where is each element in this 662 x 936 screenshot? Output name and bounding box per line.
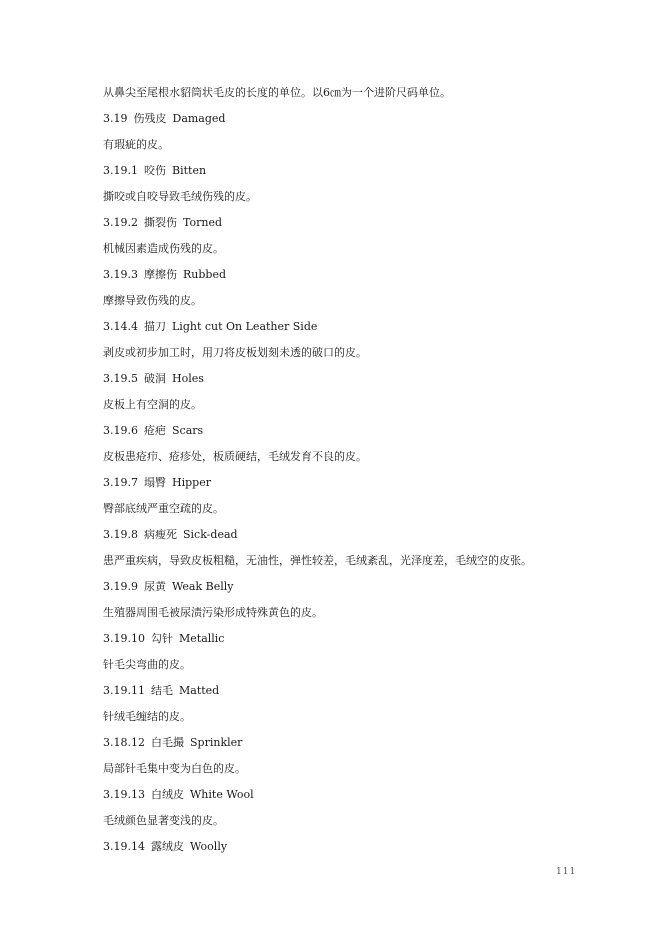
entry-term-chinese: 病瘦死 (144, 528, 177, 541)
entry-term-english: White Wool (190, 788, 254, 801)
entry-term-chinese: 疮疤 (144, 424, 166, 437)
entry-definition: 针毛尖弯曲的皮。 (103, 658, 191, 671)
entry-heading (103, 474, 603, 500)
entry-term-english: Weak Belly (172, 580, 234, 593)
entry-definition: 机械因素造成伤残的皮。 (103, 242, 224, 255)
entry-term-english: Rubbed (183, 268, 227, 281)
entry-definition: 皮板上有空洞的皮。 (103, 398, 202, 411)
entry-term-chinese: 破洞 (144, 372, 166, 385)
entry-number: 3.19.10 (103, 632, 145, 645)
entry-term-chinese: 撕裂伤 (144, 216, 177, 229)
entry-number: 3.19.6 (103, 424, 138, 437)
entry-term-english: Damaged (172, 112, 226, 125)
entry-heading (103, 786, 603, 812)
entry-heading (103, 214, 603, 240)
entry-term-english: Bitten (172, 164, 207, 177)
entry-number: 3.19 (103, 112, 128, 125)
entry-number: 3.19.5 (103, 372, 138, 385)
entry-definition: 患严重疾病，导致皮板粗糙，无油性，弹性较差，毛绒紊乱，光泽度差，毛绒空的皮张。 (103, 554, 532, 567)
entry-term-english: Holes (172, 372, 204, 385)
entry-term-english: Metallic (179, 632, 225, 645)
entry-definition: 臀部底绒严重空疏的皮。 (103, 502, 224, 515)
entry-number: 3.19.8 (103, 528, 138, 541)
entry-heading (103, 162, 603, 188)
entry-term-english: Matted (179, 684, 220, 697)
entry-number: 3.19.9 (103, 580, 138, 593)
entry-definition: 针绒毛缠结的皮。 (103, 710, 191, 723)
entry-heading (103, 318, 603, 344)
entry-term-chinese: 咬伤 (144, 164, 166, 177)
entry-term-english: Torned (183, 216, 222, 229)
entry-heading (103, 422, 603, 448)
entry-definition: 摩擦导致伤残的皮。 (103, 294, 202, 307)
entry-number: 3.19.13 (103, 788, 145, 801)
entry-term-english: Sick-dead (183, 528, 238, 541)
intro-text: 从鼻尖至尾根水貂筒状毛皮的长度的单位。以6㎝为一个进阶尺码单位。 (103, 86, 451, 99)
entries-list (103, 110, 603, 864)
entry-number: 3.18.12 (103, 736, 145, 749)
entry-heading (103, 630, 603, 656)
entry-number: 3.19.7 (103, 476, 138, 489)
entry-term-english: Scars (172, 424, 204, 437)
entry-heading (103, 734, 603, 760)
entry-number: 3.19.3 (103, 268, 138, 281)
entry-term-english: Woolly (190, 840, 228, 853)
page-content (103, 84, 603, 864)
entry-term-chinese: 白毛撮 (151, 736, 184, 749)
entry-term-chinese: 白绒皮 (151, 788, 184, 801)
entry-heading (103, 526, 603, 552)
entry-heading (103, 110, 603, 136)
entry-heading (103, 682, 603, 708)
entry-term-english: Light cut On Leather Side (172, 320, 318, 333)
entry-definition: 撕咬或自咬导致毛绒伤残的皮。 (103, 190, 257, 203)
entry-number: 3.19.11 (103, 684, 145, 697)
entry-term-chinese: 露绒皮 (151, 840, 184, 853)
entry-definition: 毛绒颜色显著变浅的皮。 (103, 814, 224, 827)
entry-heading (103, 266, 603, 292)
entry-definition: 生殖器周围毛被尿渍污染形成特殊黄色的皮。 (103, 606, 323, 619)
entry-term-chinese: 结毛 (151, 684, 173, 697)
entry-number: 3.19.14 (103, 840, 145, 853)
entry-heading (103, 578, 603, 604)
entry-heading (103, 838, 603, 864)
entry-term-chinese: 塌臀 (144, 476, 166, 489)
entry-term-chinese: 描刀 (144, 320, 166, 333)
entry-term-chinese: 摩擦伤 (144, 268, 177, 281)
entry-definition: 剥皮或初步加工时，用刀将皮板划刻未透的破口的皮。 (103, 346, 367, 359)
entry-term-english: Sprinkler (190, 736, 243, 749)
entry-definition: 有瑕疵的皮。 (103, 138, 169, 151)
entry-number: 3.19.2 (103, 216, 138, 229)
entry-term-english: Hipper (172, 476, 211, 489)
entry-number: 3.14.4 (103, 320, 138, 333)
entry-definition: 局部针毛集中变为白色的皮。 (103, 762, 246, 775)
entry-term-chinese: 勾针 (151, 632, 173, 645)
entry-definition: 皮板患疮疖、疮疹处，板质硬结，毛绒发育不良的皮。 (103, 450, 367, 463)
entry-term-chinese: 伤残皮 (133, 112, 167, 125)
entry-heading (103, 370, 603, 396)
entry-number: 3.19.1 (103, 164, 138, 177)
entry-term-chinese: 尿黄 (144, 580, 166, 593)
page-number: 111 (556, 867, 577, 877)
